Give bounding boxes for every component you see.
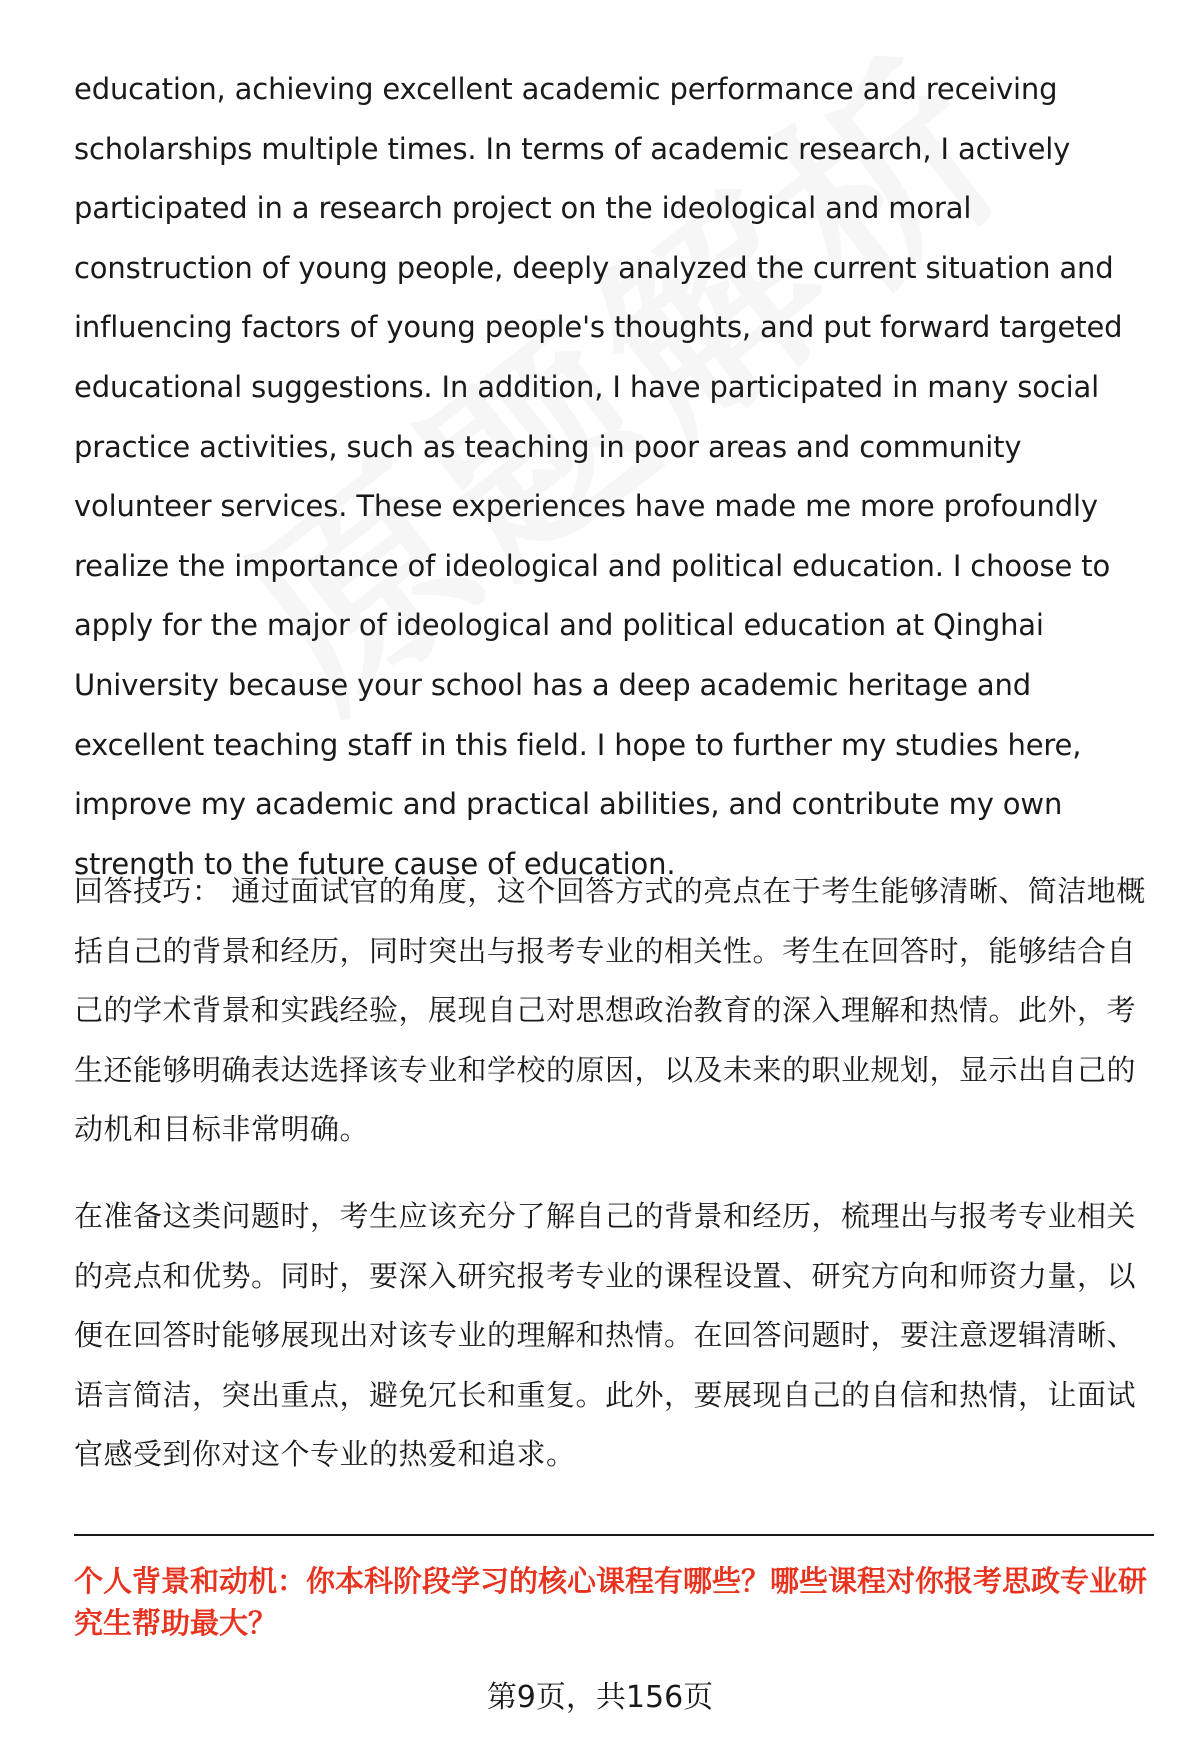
- answer-section: [74, 60, 1154, 894]
- page-number-footer: 第9页，共156页: [486, 1680, 714, 1715]
- preparation-section: [74, 1187, 1154, 1485]
- next-question-heading: 个人背景和动机：你本科阶段学习的核心课程有哪些？哪些课程对你报考思政专业研究生帮助最大？: [74, 1564, 1148, 1640]
- section-divider: [74, 1534, 1154, 1536]
- answer-tips-paragraph: 回答技巧： 通过面试官的角度，这个回答方式的亮点在于考生能够清晰、简洁地概括自己的背景和经历，同时突出与报考专业的相关性。考生在回答时，能够结合自己的学术背景和实践经验，展现自己对思想政治教育的深入理解和热情。此外，考生还能够明确表达选择该专业和学校的原因，以及未来的职业规划，显示出自己的动机和目标非常明确。: [74, 874, 1146, 1146]
- tips-section: [74, 862, 1154, 1160]
- preparation-advice-paragraph: 在准备这类问题时，考生应该充分了解自己的背景和经历，梳理出与报考专业相关的亮点和优势。同时，要深入研究报考专业的课程设置、研究方向和师资力量，以便在回答时能够展现出对该专业的理解和热情。在回答问题时，要注意逻辑清晰、语言简洁，突出重点，避免冗长和重复。此外，要展现自己的自信和热情，让面试官感受到你对这个专业的热爱和追求。: [74, 1199, 1137, 1471]
- english-answer-paragraph: education, achieving excellent academic performance and receiving scholarships multiple times. In terms of academic research, I actively participated in a research project on the ideological and moral construction of young people, deeply analyzed the current situation and influencing factors of young people's thoughts, and put forward targeted educational suggestions. In addition, I have participated in many social practice activities, such as teaching in poor areas and community volunteer services. These experiences have made me more profoundly realize the importance of ideological and political education. I choose to apply for the major of ideological and political education at Qinghai University because your school has a deep academic heritage and excellent teaching staff in this field. I hope to further my studies here, improve my academic and practical abilities, and contribute my own strength to the future cause of education.: [74, 72, 1123, 881]
